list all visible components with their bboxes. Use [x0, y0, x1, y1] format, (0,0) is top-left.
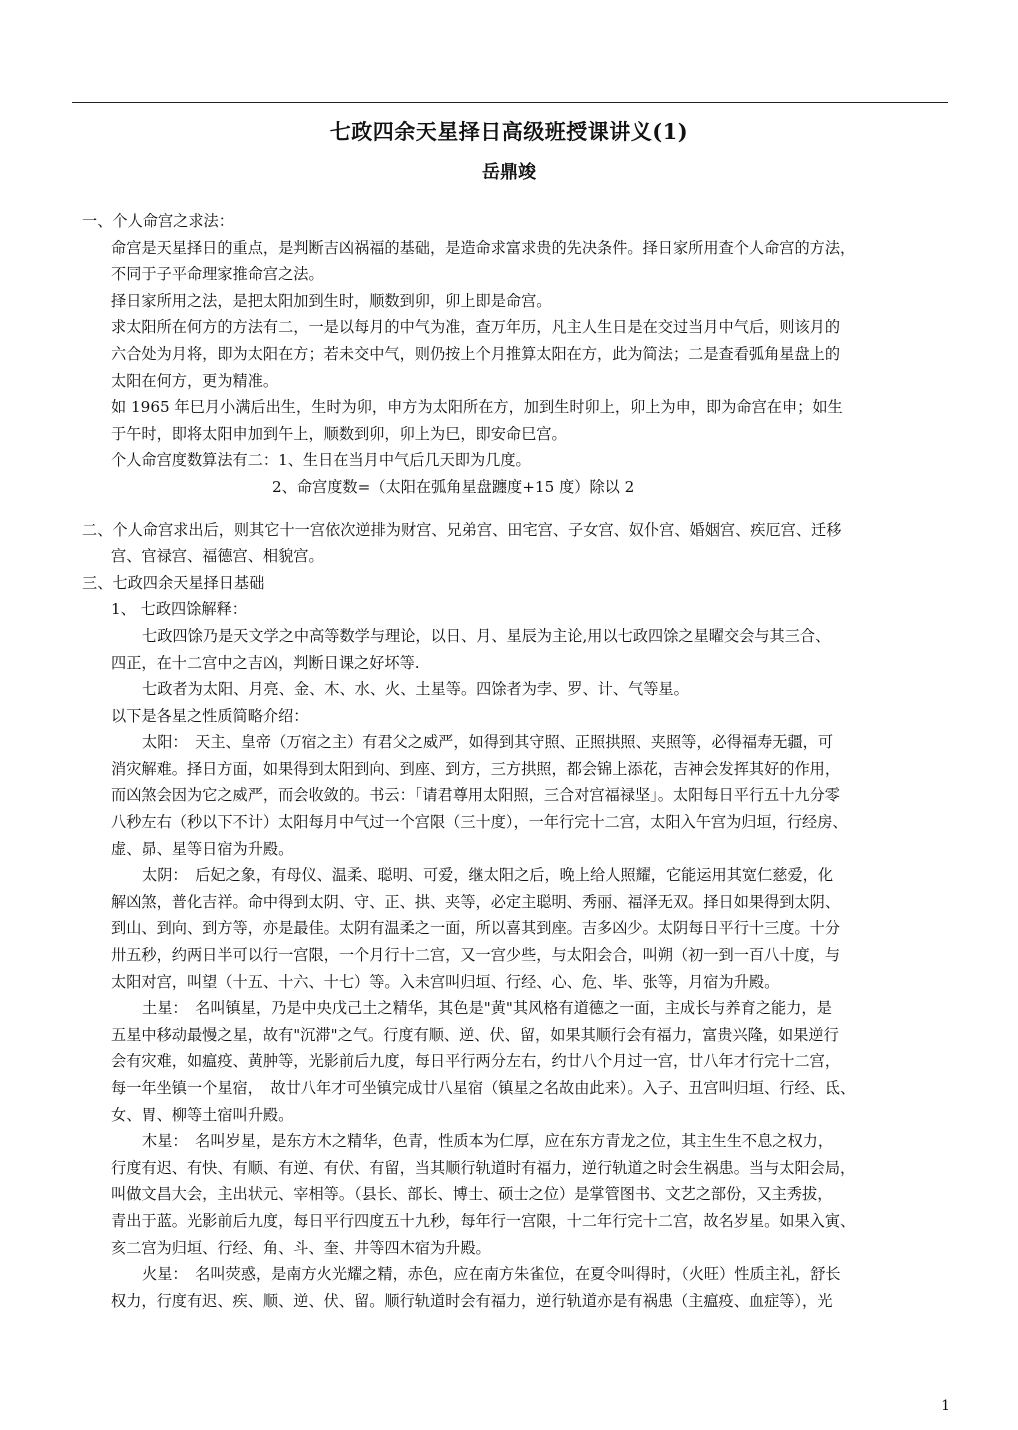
text-line: 四正，在十二宫中之吉凶，判断日课之好坏等. [111, 653, 420, 672]
text-line: 行度有迟、有快、有顺、有逆、有伏、有留，当其顺行轨道时有福力，逆行轨道之时会生祸患。当与太阳会局， [111, 1158, 856, 1177]
text-line: 个人命宫度数算法有二：1、生日在当月中气后几天即为几度。 [111, 451, 531, 470]
text-line: 卅五秒，约两日半可以行一宫限，一个月行十二宫，又一宫少些，与太阳会合，叫朔（初一到一百八十度，与 [111, 946, 840, 965]
paragraph-gap [72, 501, 950, 517]
text-line: 于午时，即将太阳申加到午上，顺数到卯，卯上为巳，即安命巳宫。 [111, 424, 567, 443]
text-line: 而凶煞会因为它之威严，而会收敛的。书云：「请君尊用太阳照，三合对宫福禄坚」。太阳每日平行五十九分零 [111, 786, 840, 805]
text-line: 权力，行度有迟、疾、顺、逆、伏、留。顺行轨道时会有福力，逆行轨道亦是有祸患（主瘟疫、血症等），光 [111, 1291, 833, 1310]
text-line: 会有灾难，如瘟疫、黄肿等，光影前后九度，每日平行两分左右，约廿八个月过一宫，廿八年才行完十二宫， [111, 1052, 840, 1071]
text-line: 叫做文昌大会，主出状元、宰相等。（县长、部长、博士、硕士之位）是掌管图书、文艺之部份，又主秀拔， [111, 1185, 833, 1204]
text-line: 一、个人命宫之求法： [82, 212, 234, 230]
text-line: 木星： 名叫岁星，是东方木之精华，色青，性质本为仁厚，应在东方青龙之位，其主生生不息之权力， [142, 1132, 834, 1151]
header-rule [72, 102, 948, 103]
body-text [72, 208, 950, 1314]
text-line: 青出于蓝。光影前后九度，每日平行四度五十九秒，每年行一宫限，十二年行完十二宫，故名岁星。如果入寅、 [111, 1211, 856, 1230]
text-line: 宫、官禄宫、福德宫、相貌宫。 [111, 547, 324, 566]
text-line: 以下是各星之性质简略介绍： [111, 706, 309, 725]
document-title: 七政四余天星择日高级班授课讲义(1) [329, 119, 689, 144]
text-line: 1、 七政四馀解释： [111, 600, 247, 619]
text-line: 太阳： 天主、皇帝（万宿之主）有君父之威严，如得到其守照、正照拱照、夹照等，必得福寿无疆，可 [142, 733, 834, 752]
text-line: 求太阳所在何方的方法有二，一是以每月的中气为准，查万年历，凡主人生日是在交过当月中气后，则该月的 [111, 318, 840, 337]
text-line: 太阳对宫，叫望（十五、十六、十七）等。入未宫叫归垣、行经、心、危、毕、张等，月宿为升殿。 [111, 972, 780, 991]
text-line: 不同于子平命理家推命宫之法。 [111, 265, 324, 284]
text-line: 到山、到向、到方等，亦是最佳。太阴有温柔之一面，所以喜其到座。吉多凶少。太阴每日平行十三度。十分 [111, 919, 840, 938]
text-line: 2、命宫度数=（太阳在弧角星盘躔度+15 度）除以 2 [272, 477, 635, 496]
author-name: 岳鼎竣 [482, 162, 536, 183]
text-line: 亥二宫为归垣、行经、角、斗、奎、井等四木宿为升殿。 [111, 1238, 491, 1257]
text-line: 如 1965 年巳月小满后出生，生时为卯，申方为太阳所在方，加到生时卯上，卯上为申，即为命宫在申；如生 [111, 398, 843, 417]
text-line: 八秒左右（秒以下不计）太阳每月中气过一个宫限（三十度），一年行完十二宫，太阳入午宫为归垣，行经房、 [111, 813, 848, 832]
text-line: 女、胃、柳等土宿叫升殿。 [111, 1105, 294, 1124]
text-line: 太阴： 后妃之象，有母仪、温柔、聪明、可爱，继太阳之后，晚上给人照耀，它能运用其宽仁慈爱，化 [142, 866, 834, 885]
text-line: 解凶煞，普化吉祥。命中得到太阴、守、正、拱、夹等，必定主聪明、秀丽、福泽无双。择日如果得到太阴、 [111, 892, 840, 911]
text-line: 二、个人命宫求出后，则其它十一宫依次逆排为财宫、兄弟宫、田宅宫、子女宫、奴仆宫、婚姻宫、疾厄宫、迁移 [82, 520, 842, 539]
text-line: 六合处为月将，即为太阳在方；若未交中气，则仍按上个月推算太阳在方，此为简法；二是查看弧角星盘上的 [111, 344, 840, 363]
text-line: 每一年坐镇一个星宿， 故廿八年才可坐镇完成廿八星宿（镇星之名故由此来）。入子、丑宫叫归垣、行经、氐、 [111, 1079, 856, 1097]
page-number: 1 [941, 1398, 950, 1414]
text-line: 虚、昴、星等日宿为升殿。 [111, 839, 294, 858]
text-line: 火星： 名叫荧惑，是南方火光耀之精，赤色，应在南方朱雀位，在夏令叫得时，（火旺）性质主礼，舒长 [142, 1265, 841, 1284]
text-line: 消灾解难。择日方面，如果得到太阳到向、到座、到方，三方拱照，都会锦上添花，吉神会发挥其好的作用， [111, 759, 840, 778]
text-line: 命宫是天星择日的重点，是判断吉凶祸福的基础，是造命求富求贵的先决条件。择日家所用查个人命宫的方法， [111, 238, 856, 257]
text-line: 七政四馀乃是天文学之中高等数学与理论，以日、月、星辰为主论,用以七政四馀之星曜交会与其三合、 [142, 626, 831, 645]
text-line: 三、七政四余天星择日基础 [82, 573, 265, 592]
text-line: 太阳在何方，更为精准。 [111, 371, 279, 390]
text-line: 五星中移动最慢之星，故有"沉滞"之气。行度有顺、逆、伏、留，如果其顺行会有福力，富贵兴隆，如果逆行 [111, 1025, 839, 1044]
text-line: 土星： 名叫镇星，乃是中央戊己土之精华，其色是"黄"其风格有道德之一面，主成长与养育之能力，是 [142, 999, 832, 1018]
text-line: 七政者为太阳、月亮、金、木、水、火、土星等。四馀者为孛、罗、计、气等星。 [142, 680, 689, 699]
text-line: 择日家所用之法，是把太阳加到生时，顺数到卯，卯上即是命宫。 [111, 291, 552, 310]
